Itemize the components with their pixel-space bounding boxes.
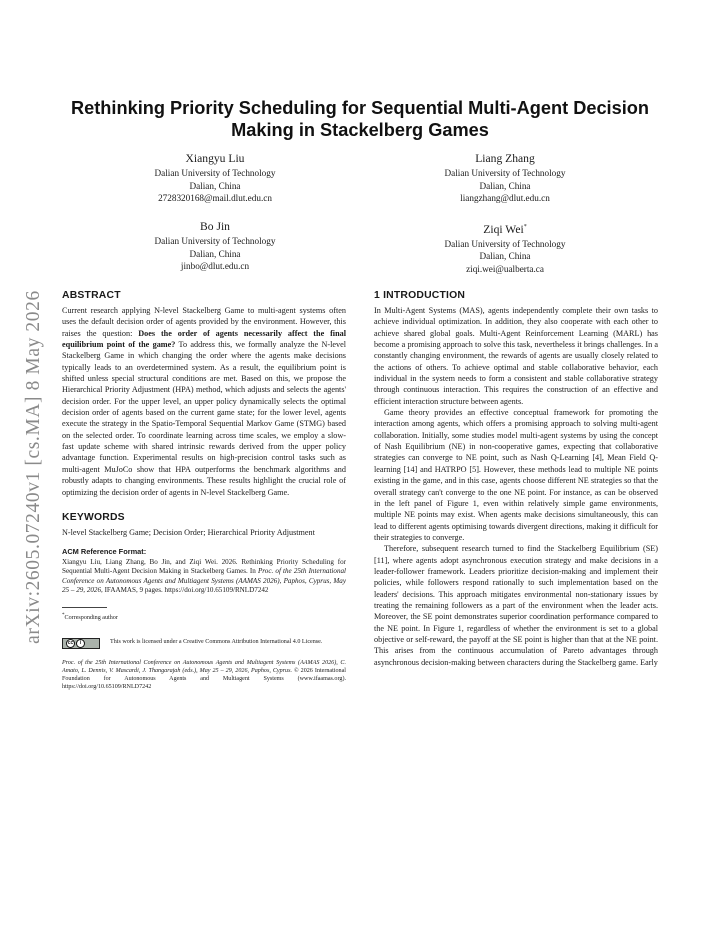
right-column — [374, 289, 658, 668]
author-block-2 — [375, 151, 635, 205]
arxiv-stamp-text: arXiv:2605.07240v1 [cs.MA] 8 May 2026 — [23, 290, 44, 644]
author-location: Dalian, China — [189, 248, 241, 259]
author-block-3 — [85, 219, 345, 273]
author-block-1 — [85, 151, 345, 205]
left-column — [62, 289, 346, 691]
keywords-text: N-level Stackelberg Game; Decision Order; Hierarchical Priority Adjustment — [62, 527, 315, 537]
abstract-text — [62, 305, 346, 498]
author-affiliation: Dalian University of Technology — [444, 238, 566, 249]
author-name: Liang Zhang — [475, 152, 535, 165]
cc-by-badge[interactable] — [62, 638, 100, 649]
author-block-4 — [375, 219, 635, 276]
attribution-icon: i — [76, 639, 85, 648]
acm-reference-heading: ACM Reference Format: — [62, 547, 147, 557]
author-email: jinbo@dlut.edu.cn — [180, 261, 250, 272]
acm-reference-venue: Proc. of the 25th International Conference on Autonomous Agents and Multiagent Systems (AAMAS 2026), Paphos, Cyprus, May 25 – 29, 2026, — [62, 567, 347, 594]
footnote — [62, 611, 346, 622]
author-email: ziqi.wei@ualberta.ca — [466, 264, 544, 275]
intro-paragraph: In Multi-Agent Systems (MAS), agents independently complete their own tasks to achieve individual optimization. In addition, they also cooperate with each other to achieve shared global goals. Multi-Agent Reinforcement Learning (MARL) has become a promising approach to solve this task, nevertheless it brings challenges. In a constantly changing environment, the rewards of agents are usually closely related to the actions of others. To achieve optimal and stable collaborative behavior, each individual in the system needs to form a consistent and stable collaborative strategy through continuous interaction. This requires the construction of an effective and efficient interaction structure between agents. — [374, 306, 658, 406]
proceedings-copyright: © 2026 International Foundation for Autonomous Agents and Multiagent Systems (www.ifaamas.org). https://doi.org/10.65109/RNLD7242 — [62, 668, 346, 691]
abstract-text-part: Current research applying N-level Stackelberg Game to multi-agent systems often uses the default decision order of agents provided by the environment. However, this raises the question: — [62, 306, 346, 338]
intro-paragraph: Therefore, subsequent research turned to find the Stackelberg Equilibrium (SE) [11], where agents adopt asynchronous execution strategy and make decisions in a leader-follower framework. Leaders prioritize decision-making and implement their policies, while followers respond rationally to such implementation based on the leaders' decisions. This approach mitigates environmental non-stationary issues by treating the remaining followers as a part of the environment when the leader acts. Moreover, the SE point demonstrates superior coordination performance compared to the NE point. In Figure 1, regardless of whether the environment is set to a global objective or self-reward, the payoff at the SE point is higher than that at the NE point. This arises from the continuous accumulation of Pareto advantages through asynchronous decision-making between characters during the Stackelberg game. Early — [374, 544, 658, 667]
footnote-rule — [62, 607, 107, 608]
abstract-heading: ABSTRACT — [62, 290, 121, 301]
author-location: Dalian, China — [479, 251, 531, 262]
abstract-question: Does the order of agents necessarily affect the final equilibrium point of the game? — [62, 328, 347, 350]
acm-reference-text — [62, 558, 346, 595]
acm-reference-part: Xiangyu Liu, Liang Zhang, Bo Jin, and Ziqi Wei. 2026. Rethinking Priority Scheduling for Sequential Multi-Agent Decision Making in Stackelberg Games. In — [62, 558, 346, 576]
author-email: liangzhang@dlut.edu.cn — [460, 193, 550, 204]
cc-icon: cc — [66, 639, 75, 648]
abstract-text-part: To address this, we formally analyze the N-level Stackelberg Game in which changing the order where the agents make decisions typically leads to an overdetermined system. As a result, the equilibrium point is shifted unless special structural conditions are met. Based on this, we propose the Hierarchical Priority Adjustment (HPA) method, which adjusts and selects the agents' decision order. For the upper level, an upper policy dynamically selects the optimal decision order of agents based on the current game state; for the lower level, agents execute the strategy in the Spatio-Temporal Sequential Markov Game (STMG) based on the selected order. To coordinate learning across time scales, we employ a slow-fast update scheme with shared intrinsic rewards derived from the upper policy advantage function. Experimental results on high-precision control tasks such as multi-agent MuJoCo show that HPA outperforms the benchmark algorithms and robustly adapts to changing environments. These results highlight the crucial role of optimizing the decision order of agents in N-level Stackelberg Game. — [62, 340, 346, 497]
arxiv-stamp — [14, 258, 54, 676]
paper-title: Rethinking Priority Scheduling for Sequential Multi-Agent Decision Making in Stackelberg Games — [71, 98, 649, 140]
author-affiliation: Dalian University of Technology — [154, 236, 276, 246]
author-name: Bo Jin — [200, 220, 230, 233]
proceedings-venue: Proc. of the 25th International Conference on Autonomous Agents and Multiagent Systems (AAMAS 2026), C. Amato, L. Dennis, V. Mascardi, J. Thangarajah (eds.), May 25 – 29, 2026, Paphos, Cyprus. — [62, 660, 346, 675]
footnote-mark: * — [62, 612, 65, 618]
keywords-heading: KEYWORDS — [62, 511, 125, 523]
introduction-heading: 1 INTRODUCTION — [374, 290, 466, 301]
author-email: 2728320168@mail.dlut.edu.cn — [158, 193, 272, 204]
author-location: Dalian, China — [479, 180, 531, 191]
license-block — [62, 638, 346, 649]
corresponding-mark: * — [523, 224, 527, 230]
author-name: Ziqi Wei — [483, 222, 524, 236]
intro-paragraph: Game theory provides an effective conceptual framework for promoting the interaction among agents, which offers a promising approach to solving multi-agent collaboration. Initially, some studies model multi-agent systems by using the concept of Nash Equilibrium (NE) in non-cooperative games, expecting that collaborative strategies can converge to NE point, such as Nash Q-Learning [4], Mean Field Q-learning [14] and HATRPO [5]. However, these methods lead to multiple NE points existing in the game, and in this case, agents choose different NE strategies so that the overall strategy can't converge to the one NE point. For instance, as can be observed in the left panel of Figure 1, even within relatively simple game environments, multiple NE points may exist. When agents make decisions simultaneously, this can lead to different agents optimising towards divergent directions, making it difficult for their strategies to converge. — [374, 408, 658, 542]
author-location: Dalian, China — [189, 180, 241, 191]
proceedings-note — [62, 659, 346, 691]
author-name: Xiangyu Liu — [185, 152, 245, 165]
author-name-row — [375, 219, 635, 238]
author-affiliation: Dalian University of Technology — [154, 168, 276, 178]
footnote-text: Corresponding author — [64, 615, 118, 622]
acm-reference-part: IFAAMAS, 9 pages. https://doi.org/10.65109/RNLD7242 — [102, 585, 269, 594]
license-text: This work is licensed under a Creative Commons Attribution International 4.0 License. — [110, 639, 323, 646]
author-affiliation: Dalian University of Technology — [444, 168, 566, 178]
